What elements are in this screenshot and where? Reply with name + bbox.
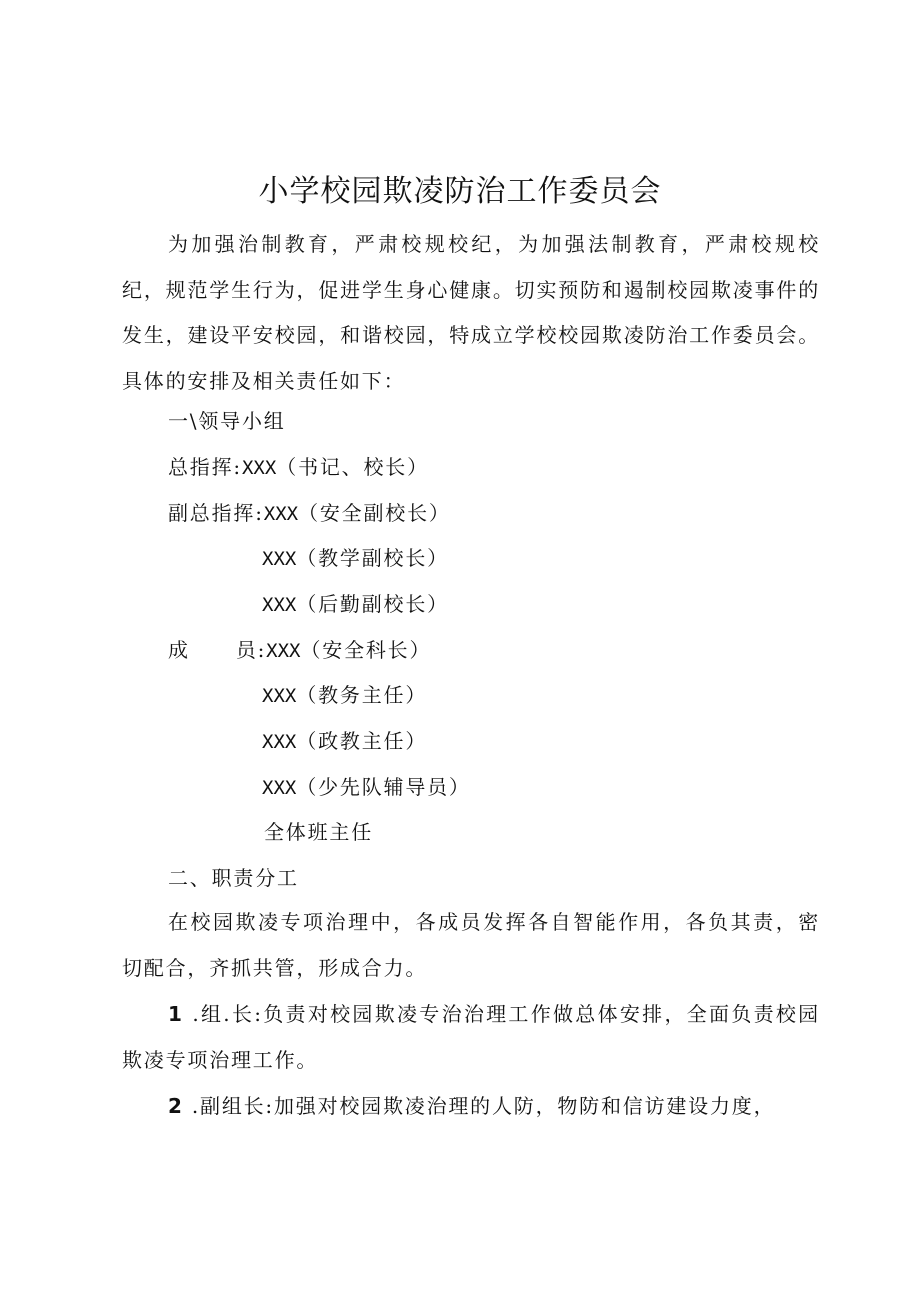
- section2-intro-paragraph: 在校园欺凌专项治理中，各成员发挥各自智能作用，各负其责，密切配合，齐抓共管，形成合力。: [122, 910, 820, 980]
- chief-role: （书记、校长）: [276, 455, 429, 479]
- document-title: 小学校园欺凌防治工作委员会: [258, 174, 662, 209]
- intro-paragraph: 为加强治制教育，严肃校规校纪，为加强法制教育，严肃校规校纪，规范学生行为，促进学生身心健康。切实预防和遏制校园欺凌事件的发生，建设平安校园，和谐校园，特成立学校校园欺凌防治工作委员会。具体的安排及相关责任如下：: [122, 232, 820, 393]
- chief-label: 总指挥:: [168, 455, 242, 479]
- member-role: （政教主任）: [296, 729, 428, 753]
- members-label-b: 员:: [235, 638, 267, 662]
- deputy-role: （教学副校长）: [296, 546, 449, 570]
- member-name: XXX: [262, 685, 297, 707]
- deputy-role: （后勤副校长）: [296, 592, 449, 616]
- member-role: （少先队辅导员）: [296, 775, 471, 799]
- member-line: [262, 726, 427, 757]
- deputy-name: XXX: [263, 503, 299, 525]
- duty-item-text: .组.长:负责对校园欺凌专治治理工作做总体安排，全面负责校园欺凌专项治理工作。: [122, 1002, 820, 1072]
- duty-item-text: .副组长:加强对校园欺凌治理的人防，物防和信访建设力度，: [183, 1094, 776, 1118]
- member-name: XXX: [262, 777, 297, 799]
- member-line: [262, 772, 471, 803]
- member-line: [262, 680, 427, 711]
- member-name: XXX: [266, 640, 301, 662]
- deputy-member-line: [262, 589, 449, 620]
- deputy-member-line: [262, 543, 449, 574]
- deputy-name: XXX: [262, 548, 297, 570]
- member-role: （教务主任）: [296, 683, 428, 707]
- all-class-teachers: 全体班主任: [264, 820, 373, 844]
- chief-name: XXX: [241, 457, 277, 479]
- section2-heading: 二、职责分工: [168, 866, 299, 890]
- duty-item-number: 1: [168, 1002, 184, 1026]
- deputy-role: （安全副校长）: [298, 501, 451, 525]
- deputy-label: 副总指挥:: [168, 501, 264, 525]
- deputy-name: XXX: [262, 594, 297, 616]
- members-label-a: 成: [168, 638, 190, 662]
- duty-item-number: 2: [168, 1094, 184, 1118]
- member-role: （安全科长）: [300, 638, 432, 662]
- section1-heading: 一\领导小组: [168, 409, 286, 433]
- chief-commander-line: [168, 452, 429, 483]
- duty-item-1: [122, 992, 820, 1083]
- member-name: XXX: [262, 731, 297, 753]
- deputy-commander-line: [168, 498, 451, 529]
- members-line: [168, 635, 431, 666]
- duty-item-2: [122, 1084, 820, 1130]
